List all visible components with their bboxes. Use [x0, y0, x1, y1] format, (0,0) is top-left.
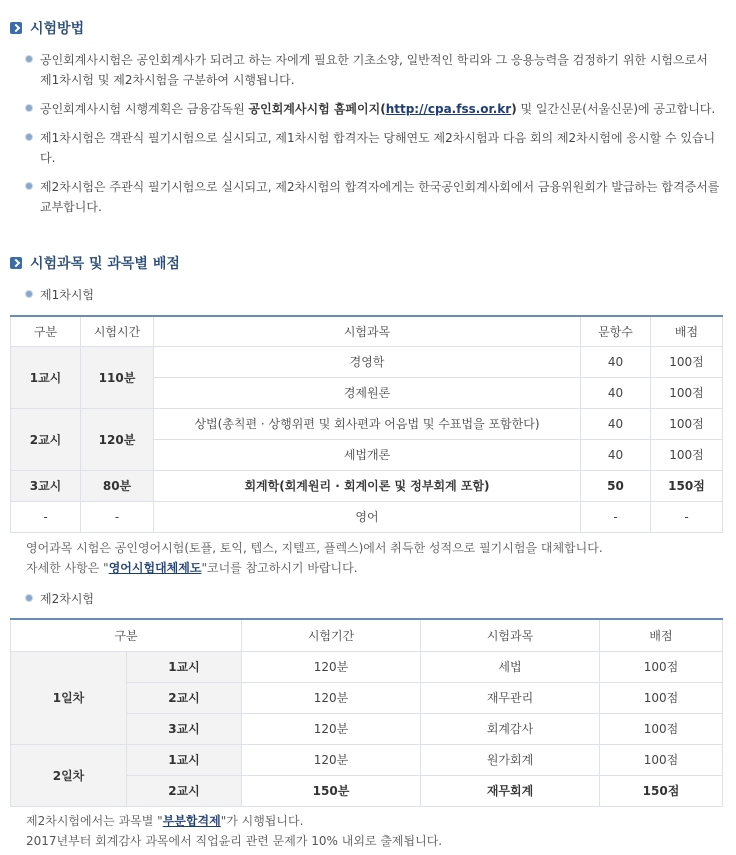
table-row: 2교시 120분 상법(총칙편 · 상행위편 및 회사편과 어음법 및 수표법을 포함한다) 40 100점 — [11, 408, 723, 439]
cpa-homepage-link[interactable]: http://cpa.fss.or.kr — [385, 102, 512, 116]
section-title-text: 시험방법 — [30, 21, 85, 37]
section-title-subjects — [10, 253, 180, 273]
english-note: 영어과목 시험은 공인영어시험(토플, 토익, 텝스, 지텔프, 플렉스)에서 취득한 성적으로 필기시험을 대체합니다. 자세한 사항은 "영어시험대체제도"코너를 참고하시기 바랍니다. — [26, 541, 603, 575]
list-item: 공인회계사시험 시행계획은 금융감독원 공인회계사시험 홈페이지(http://cpa.fss.or.kr) 및 일간신문(서울신문)에 공고합니다. — [26, 99, 722, 119]
table-row: 2일차 1교시 120분 원가회계 100점 — [11, 744, 723, 775]
english-substitute-link[interactable]: 영어시험대체제도 — [108, 561, 202, 575]
list-item: 공인회계사시험은 공인회계사가 되려고 하는 자에게 필요한 기초소양, 일반적인 학리와 그 응용능력을 검정하기 위한 시험으로서 제1차시험 및 제2차시험을 구분하여 시행됩니다. — [26, 50, 722, 90]
table-row: 3교시 120분 회계감사 100점 — [11, 713, 723, 744]
section-arrow-icon — [10, 257, 22, 269]
section-arrow-icon — [10, 22, 22, 34]
first-exam-table — [10, 315, 723, 533]
table-row: 1교시 110분 경영학 40 100점 — [11, 346, 723, 377]
second-exam-table — [10, 618, 723, 807]
table-header-row: 구분 시험시간 시험과목 문항수 배점 — [11, 316, 723, 346]
list-item: 제2차시험은 주관식 필기시험으로 실시되고, 제2차시험의 합격자에게는 한국공인회계사회에서 금융위원회가 발급하는 합격증서를 교부합니다. — [26, 177, 722, 217]
table-header-row: 구분 시험기간 시험과목 배점 — [11, 619, 723, 651]
table-row: 2교시 150분 재무회계 150점 — [11, 775, 723, 806]
exam-method-list — [26, 50, 722, 226]
second-exam-subtitle: 제2차시험 — [26, 589, 94, 609]
second-exam-note: 제2차시험에서는 과목별 "부분합격제"가 시행됩니다. 2017년부터 회계감사 과목에서 직업윤리 관련 문제가 10% 내외로 출제됩니다. — [26, 814, 443, 848]
table-row: 1일차 1교시 120분 세법 100점 — [11, 651, 723, 682]
section-title-exam-method — [10, 18, 84, 38]
partial-pass-link[interactable]: 부분합격제 — [162, 814, 221, 828]
list-item: 제1차시험은 객관식 필기시험으로 실시되고, 제1차시험 합격자는 당해연도 제2차시험과 다음 회의 제2차시험에 응시할 수 있습니다. — [26, 128, 722, 168]
first-exam-subtitle: 제1차시험 — [26, 285, 94, 305]
table-row: - - 영어 - - — [11, 501, 723, 532]
section-title-text: 시험과목 및 과목별 배점 — [30, 256, 180, 272]
table-row: 경제원론 40 100점 — [11, 377, 723, 408]
table-row: 3교시 80분 회계학(회계원리 · 회계이론 및 정부회계 포함) 50 150점 — [11, 470, 723, 501]
table-row: 2교시 120분 재무관리 100점 — [11, 682, 723, 713]
table-row: 세법개론 40 100점 — [11, 439, 723, 470]
